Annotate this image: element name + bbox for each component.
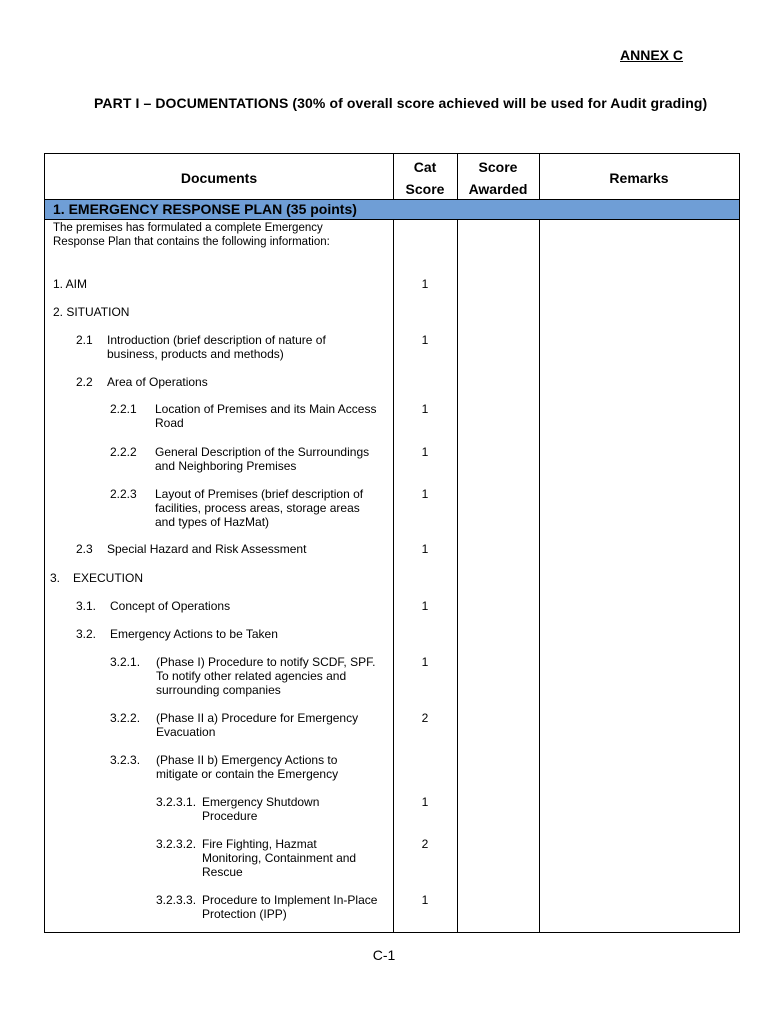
item-number: 2.2 [76,375,93,389]
item-text: EXECUTION [73,571,144,585]
cat-score: 1 [421,542,429,556]
header-documents: Documents [180,170,258,186]
column-divider [457,154,458,932]
page-title: PART I – DOCUMENTATIONS (30% of overall score achieved will be used for Audit grading) [94,95,708,111]
item-text: (Phase II a) Procedure for Emergency Evacuation [156,711,359,739]
list-item [53,277,87,291]
item-text: Location of Premises and its Main Access Road [155,402,377,430]
list-item [53,305,129,319]
item-text: Area of Operations [107,375,208,389]
cat-score: 2 [421,837,429,851]
cat-score: 1 [421,402,429,416]
page-number: C-1 [372,947,396,963]
header-cat-score-line1: Cat [413,159,437,175]
item-number: 1. AIM [53,277,88,291]
item-text: Emergency Shutdown Procedure [202,795,320,823]
item-number: 3.2.1. [110,655,141,669]
item-number: 3. [50,571,61,585]
item-number: 2.3 [76,542,93,556]
intro-text: The premises has formulated a complete Emergency Response Plan that contains the following information: [53,222,330,248]
cat-score: 1 [421,655,429,669]
item-text: Emergency Actions to be Taken [110,627,278,641]
item-text: (Phase I) Procedure to notify SCDF, SPF. To notify other related agencies and surrounding companies [156,655,376,697]
section-heading [45,199,739,220]
item-text: Introduction (brief description of nature of business, products and methods) [107,333,326,361]
item-text: Fire Fighting, Hazmat Monitoring, Containment and Rescue [202,837,357,879]
header-score-awarded-line1: Score [478,159,518,175]
item-number: 3.2.3. [110,753,141,767]
documents-table [44,153,740,933]
item-number: 3.2.3.1. [156,795,197,809]
item-number: 3.2. [76,627,97,641]
column-divider [539,154,540,932]
item-text: Layout of Premises (brief description of facilities, process areas, storage areas and types of HazMat) [155,487,364,529]
item-text: General Description of the Surroundings and Neighboring Premises [155,445,370,473]
item-number: 3.2.3.2. [156,837,197,851]
cat-score: 1 [421,333,429,347]
header-score-awarded-line2: Awarded [468,181,528,197]
cat-score: 1 [421,445,429,459]
cat-score: 1 [421,893,429,907]
cat-score: 2 [421,711,429,725]
item-number: 2. SITUATION [53,305,130,319]
cat-score: 1 [421,277,429,291]
cat-score: 1 [421,599,429,613]
item-number: 2.2.3 [110,487,137,501]
item-text: Special Hazard and Risk Assessment [107,542,307,556]
item-number: 3.2.2. [110,711,141,725]
item-text: Concept of Operations [110,599,231,613]
item-number: 3.2.3.3. [156,893,197,907]
header-remarks: Remarks [609,170,669,186]
header-cat-score-line2: Score [405,181,445,197]
item-number: 3.1. [76,599,97,613]
annex-label: ANNEX C [620,47,684,63]
item-number: 2.2.2 [110,445,137,459]
cat-score: 1 [421,487,429,501]
item-number: 2.2.1 [110,402,137,416]
item-text: (Phase II b) Emergency Actions to mitigate or contain the Emergency [156,753,339,781]
item-text: Procedure to Implement In-Place Protection (IPP) [202,893,378,921]
item-number: 2.1 [76,333,93,347]
cat-score: 1 [421,795,429,809]
section-heading-text: 1. EMERGENCY RESPONSE PLAN (35 points) [53,201,357,217]
